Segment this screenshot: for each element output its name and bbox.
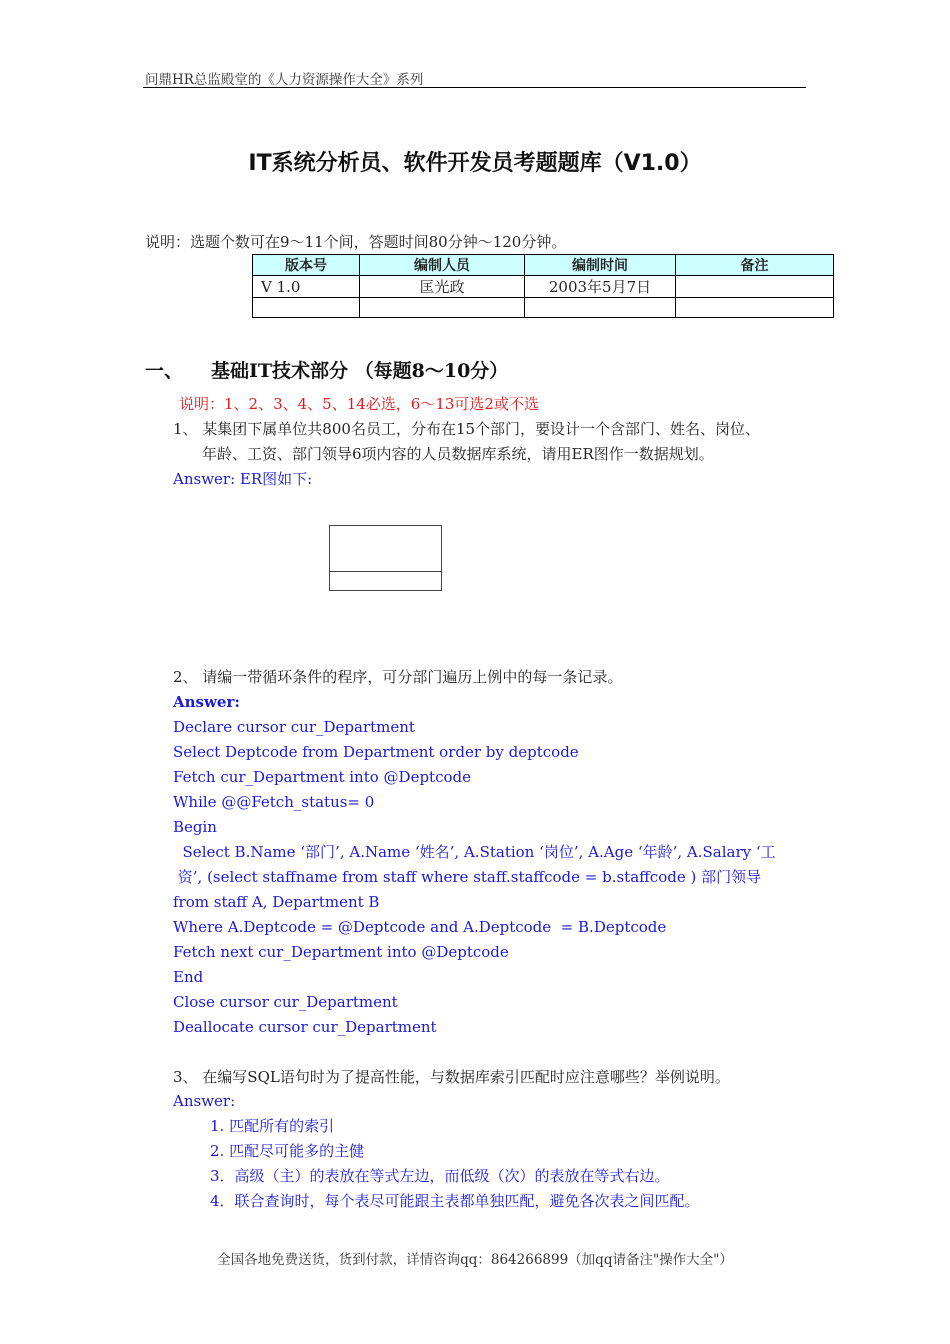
q3-point: 4．联合查询时，每个表尽可能跟主表都单独匹配，避免各次表之间匹配。 [210, 1192, 700, 1210]
code-line: Close cursor cur_Department [173, 993, 398, 1011]
document-title: IT系统分析员、软件开发员考题题库（V1.0） [248, 151, 702, 176]
cell-version: V 1.0 [253, 276, 360, 298]
code-line: End [173, 968, 204, 986]
cell-version [253, 298, 360, 318]
er-diagram-divider [329, 571, 442, 572]
section-title: 基础IT技术部分 （每题8～10分） [211, 360, 509, 382]
q1-answer: Answer: ER图如下: [173, 470, 313, 488]
code-line: Begin [173, 818, 217, 836]
cell-date [525, 298, 676, 318]
version-table-header [253, 255, 834, 276]
col-author: 编制人员 [360, 255, 525, 276]
cell-remark [676, 276, 834, 298]
section-heading [145, 356, 508, 383]
er-diagram-entity [329, 525, 442, 591]
selection-note: 说明：1、2、3、4、5、14必选，6～13可选2或不选 [179, 395, 539, 413]
q3-text: 3、 在编写SQL语句时为了提高性能，与数据库索引匹配时应注意哪些？举例说明。 [173, 1068, 730, 1086]
page-footer: 全国各地免费送货，货到付款，详情咨询qq：864266899（加qq请备注"操作大全"） [217, 1252, 733, 1268]
q3-point: 3．高级（主）的表放在等式左边，而低级（次）的表放在等式右边。 [210, 1167, 670, 1185]
q1-text-line1: 1、 某集团下属单位共800名员工，分布在15个部门，要设计一个含部门、姓名、岗位、 [173, 420, 761, 438]
intro-text: 说明：选题个数可在9～11个间，答题时间80分钟～120分钟。 [145, 233, 567, 251]
q2-text: 2、 请编一带循环条件的程序，可分部门遍历上例中的每一条记录。 [173, 668, 623, 686]
code-line: Select B.Name ‘部门’, A.Name ‘姓名’, A.Station ‘岗位’, A.Age ‘年龄’, A.Salary ‘工 [173, 843, 776, 861]
code-line: from staff A, Department B [173, 893, 380, 911]
page-header: 问鼎HR总监殿堂的《人力资源操作大全》系列 [145, 72, 424, 88]
q3-point: 2. 匹配尽可能多的主健 [210, 1142, 365, 1160]
q2-answer-label: Answer: [173, 693, 240, 711]
q3-answer-label: Answer: [173, 1092, 236, 1110]
code-line: Select Deptcode from Department order by deptcode [173, 743, 579, 761]
cell-author: 匡光政 [360, 276, 525, 298]
code-line: While @@Fetch_status= 0 [173, 793, 375, 811]
col-date: 编制时间 [525, 255, 676, 276]
code-line: Where A.Deptcode = @Deptcode and A.Deptcode = B.Deptcode [173, 918, 667, 936]
col-remark: 备注 [676, 255, 834, 276]
table-row [253, 276, 834, 298]
code-line: 资’, (select staffname from staff where staff.staffcode = b.staffcode ) 部门领导 [173, 868, 762, 886]
header-divider [143, 87, 806, 88]
code-line: Fetch next cur_Department into @Deptcode [173, 943, 509, 961]
cell-author [360, 298, 525, 318]
section-number: 一、 [145, 360, 184, 382]
code-line: Fetch cur_Department into @Deptcode [173, 768, 471, 786]
q3-point: 1. 匹配所有的索引 [210, 1117, 335, 1135]
code-line: Deallocate cursor cur_Department [173, 1018, 437, 1036]
table-row [253, 298, 834, 318]
cell-date: 2003年5月7日 [525, 276, 676, 298]
version-table [252, 254, 834, 318]
q1-text-line2: 年龄、工资、部门领导6项内容的人员数据库系统，请用ER图作一数据规划。 [202, 445, 714, 463]
cell-remark [676, 298, 834, 318]
code-line: Declare cursor cur_Department [173, 718, 415, 736]
col-version: 版本号 [253, 255, 360, 276]
